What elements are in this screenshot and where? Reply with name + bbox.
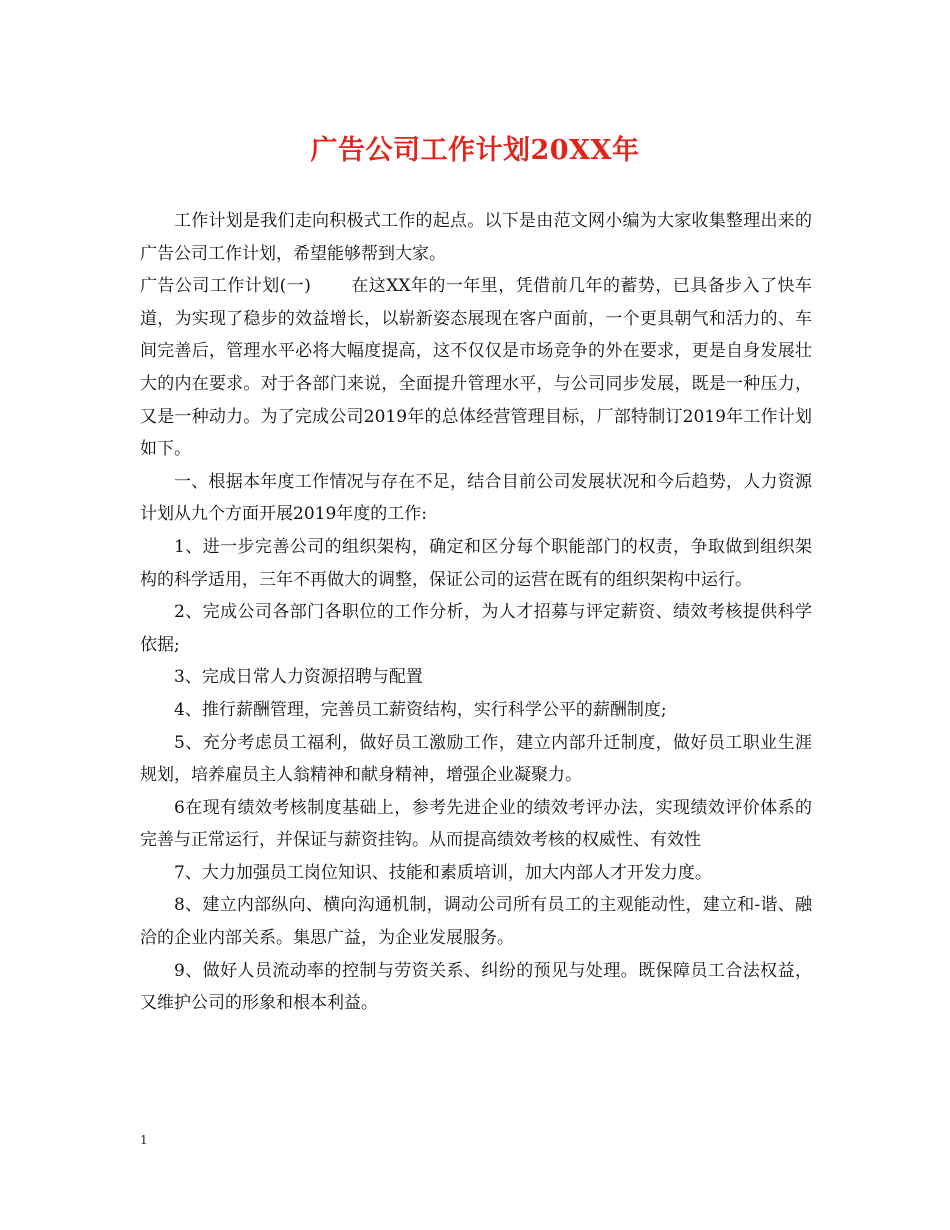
list-item: 9、做好人员流动率的控制与劳资关系、纠纷的预见与处理。既保障员工合法权益，又维护公司的形象和根本利益。 (140, 960, 812, 1014)
list-item: 1、进一步完善公司的组织架构，确定和区分每个职能部门的权责，争取做到组织架构的科学适用，三年不再做大的调整，保证公司的运营在既有的组织架构中运行。 (140, 536, 812, 590)
list-item: 5、充分考虑员工福利，做好员工激励工作，建立内部升迁制度，做好员工职业生涯规划，培养雇员主人翁精神和献身精神，增强企业凝聚力。 (140, 732, 812, 786)
intro-paragraph: 工作计划是我们走向积极式工作的起点。以下是由范文网小编为大家收集整理出来的广告公司工作计划，希望能够帮到大家。 (140, 211, 812, 264)
document-body (140, 205, 812, 1020)
section-one-paragraph: 一、根据本年度工作情况与存在不足，结合目前公司发展状况和今后趋势，人力资源计划从九个方面开展2019年度的工作: (140, 471, 812, 525)
list-item: 4、推行薪酬管理，完善员工薪资结构，实行科学公平的薪酬制度; (174, 699, 667, 720)
page-title: 广告公司工作计划20XX年 (310, 135, 640, 166)
list-item: 2、完成公司各部门各职位的工作分析，为人才招募与评定薪资、绩效考核提供科学依据; (140, 602, 812, 655)
list-item: 3、完成日常人力资源招聘与配置 (174, 667, 423, 688)
list-item: 7、大力加强员工岗位知识、技能和素质培训，加大内部人才开发力度。 (174, 862, 712, 883)
plan-intro-text: 在这XX年的一年里，凭借前几年的蓄势，已具备步入了快车道，为实现了稳步的效益增长，以崭新姿态展现在客户面前，一个更具朝气和活力的、车间完善后，管理水平必将大幅度提高，这不仅仅是市场竞争的外在要求，更是自身发展壮大的内在要求。对于各部门来说，全面提升管理水平，与公司同步发展，既是一种压力，又是一种动力。为了完成公司2019年的总体经营管理目标，厂部特制订2019年工作计划如下。 (140, 276, 812, 460)
list-item: 6在现有绩效考核制度基础上，参考先进企业的绩效考评办法，实现绩效评价体系的完善与正常运行，并保证与薪资挂钩。从而提高绩效考核的权威性、有效性 (140, 797, 812, 851)
plan-heading: 广告公司工作计划(一) (140, 276, 311, 297)
page-number: 1 (140, 1133, 148, 1147)
list-item: 8、建立内部纵向、横向沟通机制，调动公司所有员工的主观能动性，建立和-谐、融洽的企业内部关系。集思广益，为企业发展服务。 (140, 895, 812, 949)
plan-paragraph (140, 270, 812, 466)
